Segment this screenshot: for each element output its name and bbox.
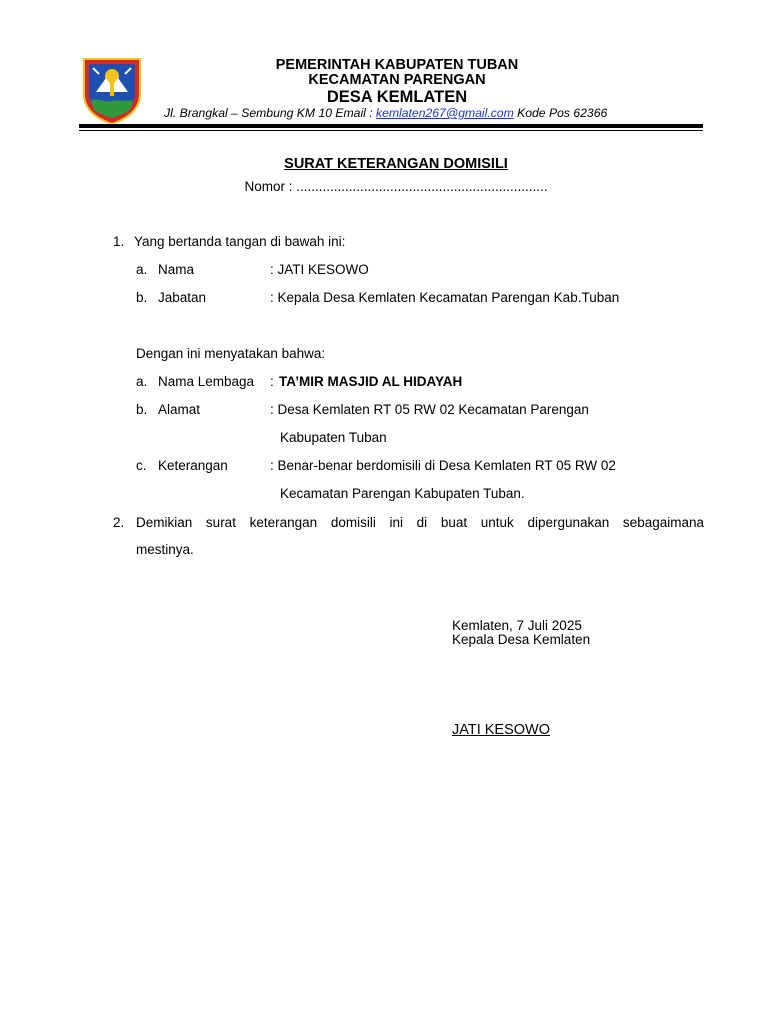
document-number: Nomor : ................................................................... xyxy=(244,179,548,194)
item-letter: b. xyxy=(136,290,148,305)
address-street: Jl. Brangkal – Sembung KM 10 Email : xyxy=(164,106,373,120)
letterhead-village: DESA KEMLATEN xyxy=(326,88,468,106)
document-title: SURAT KETERANGAN DOMISILI xyxy=(284,156,508,172)
field-value-jabatan: : Kepala Desa Kemlaten Kecamatan Parengan Kab.Tuban xyxy=(270,290,620,305)
item-letter: b. xyxy=(136,402,148,417)
field-value-lembaga: TA’MIR MASJID AL HIDAYAH xyxy=(279,374,463,389)
regency-coat-of-arms-icon xyxy=(80,56,144,126)
section2-text-line1: Demikian surat keterangan domisili ini di buat untuk dipergunakan sebagaimana xyxy=(136,515,704,530)
field-value-keterangan-line1: : Benar-benar berdomisili di Desa Kemlaten RT 05 RW 02 xyxy=(270,458,616,473)
email-link[interactable]: kemlaten267@gmail.com xyxy=(376,106,514,120)
field-value-alamat-line2: Kabupaten Tuban xyxy=(280,430,387,445)
signature-name: JATI KESOWO xyxy=(452,722,551,738)
field-label-keterangan: Keterangan xyxy=(158,458,228,473)
statement-intro: Dengan ini menyatakan bahwa: xyxy=(136,346,326,361)
postal-code: Kode Pos 62366 xyxy=(517,106,608,120)
field-colon-lembaga: : xyxy=(270,374,274,389)
letterhead-government: PEMERINTAH KABUPATEN TUBAN xyxy=(275,57,519,73)
letterhead-district: KECAMATAN PARENGAN xyxy=(308,72,486,88)
item-letter: a. xyxy=(136,262,148,277)
field-label-alamat: Alamat xyxy=(158,402,201,417)
item-letter: a. xyxy=(136,374,148,389)
section2-text-line2: mestinya. xyxy=(136,542,194,557)
signature-place-date: Kemlaten, 7 Juli 2025 xyxy=(452,618,582,633)
field-label-nama: Nama xyxy=(158,262,195,277)
letterhead-divider-thick xyxy=(79,124,703,128)
letterhead-address xyxy=(164,106,684,120)
signature-position: Kepala Desa Kemlaten xyxy=(452,632,591,647)
field-value-alamat-line1: : Desa Kemlaten RT 05 RW 02 Kecamatan Parengan xyxy=(270,402,589,417)
item-letter: c. xyxy=(136,458,147,473)
section1-number: 1. xyxy=(113,234,125,249)
section2-number: 2. xyxy=(113,515,125,530)
letterhead-divider-thin xyxy=(79,130,703,131)
field-value-nama: : JATI KESOWO xyxy=(270,262,369,277)
field-label-jabatan: Jabatan xyxy=(158,290,207,305)
field-value-keterangan-line2: Kecamatan Parengan Kabupaten Tuban. xyxy=(280,486,525,501)
letterhead xyxy=(150,58,644,106)
section1-intro: Yang bertanda tangan di bawah ini: xyxy=(134,234,346,249)
field-label-lembaga: Nama Lembaga xyxy=(158,374,255,389)
